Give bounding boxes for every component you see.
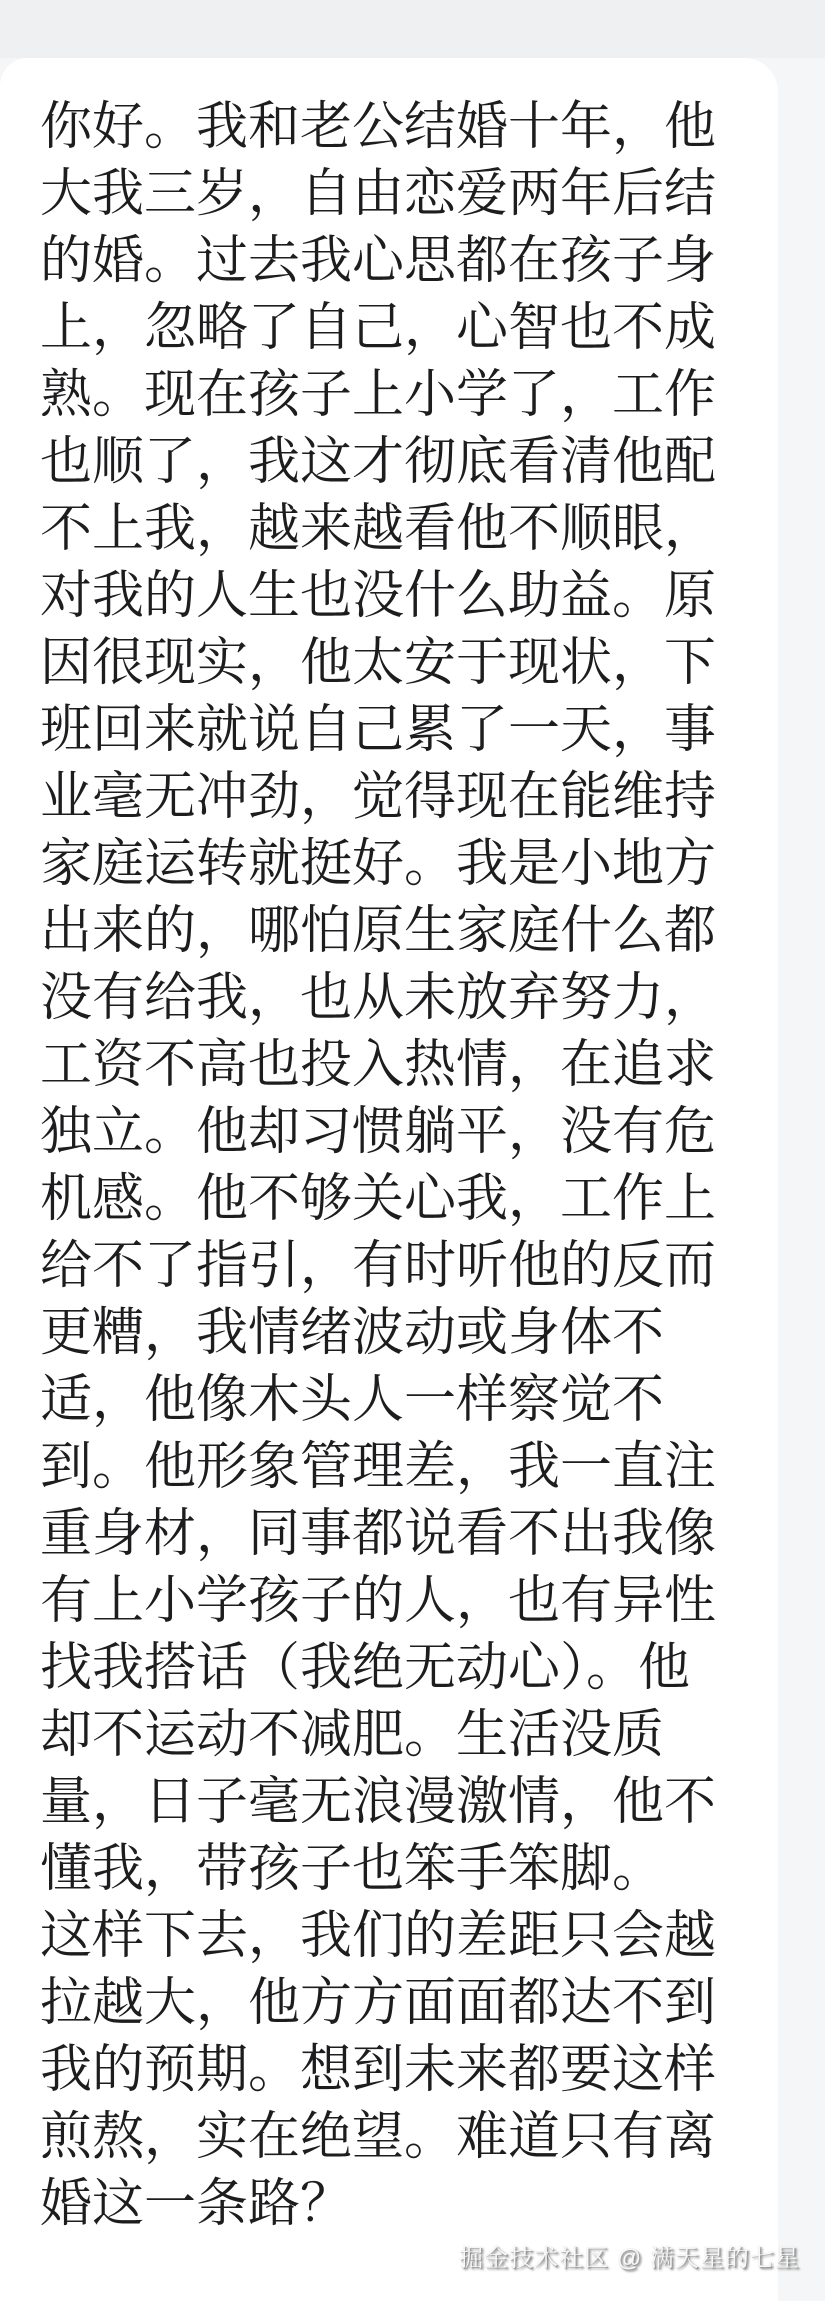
text-line: 我的预期。想到未来都要这样 [40,2041,717,2099]
text-line: 独立。他却习惯躺平，没有危 [40,1103,717,1161]
text-line: 量，日子毫无浪漫激情，他不 [40,1773,717,1831]
text-line: 却不运动不减肥。生活没质 [40,1706,665,1764]
text-line: 婚这一条路？ [40,2175,353,2233]
text-line: 也顺了，我这才彻底看清他配 [40,433,717,491]
text-line: 熟。现在孩子上小学了，工作 [40,366,717,424]
watermark: 掘金技术社区 @ 满天星的七星 [459,2245,800,2272]
message-card [0,58,778,2301]
text-line: 给不了指引，有时听他的反而 [40,1237,717,1295]
text-line: 找我搭话（我绝无动心）。他 [40,1639,691,1697]
text-line: 懂我，带孩子也笨手笨脚。 [40,1840,665,1898]
text-line: 大我三岁，自由恋爱两年后结 [40,165,717,223]
text-line: 煎熬，实在绝望。难道只有离 [40,2108,717,2166]
text-line: 的婚。过去我心思都在孩子身 [40,232,717,290]
text-line: 家庭运转就挺好。我是小地方 [40,835,717,893]
text-line: 班回来就说自己累了一天，事 [40,701,717,759]
text-line: 你好。我和老公结婚十年，他 [40,98,717,156]
paragraph [40,1903,754,2238]
text-line: 对我的人生也没什么助益。原 [40,567,717,625]
top-gray-bar [0,0,825,58]
message-text [0,58,778,2238]
text-line: 出来的，哪怕原生家庭什么都 [40,902,717,960]
text-line: 到。他形象管理差，我一直注 [40,1438,717,1496]
text-line: 有上小学孩子的人，也有异性 [40,1572,717,1630]
text-line: 重身材，同事都说看不出我像 [40,1505,717,1563]
text-line: 拉越大，他方方面面都达不到 [40,1974,717,2032]
text-line: 工资不高也投入热情，在追求 [40,1036,717,1094]
text-line: 不上我，越来越看他不顺眼， [40,500,717,558]
paragraph [40,94,754,1903]
text-line: 因很现实，他太安于现状，下 [40,634,717,692]
text-line: 这样下去，我们的差距只会越 [40,1907,717,1965]
text-line: 业毫无冲劲，觉得现在能维持 [40,768,717,826]
text-line: 上，忽略了自己，心智也不成 [40,299,717,357]
text-line: 机感。他不够关心我，工作上 [40,1170,717,1228]
text-line: 适，他像木头人一样察觉不 [40,1371,665,1429]
text-line: 没有给我，也从未放弃努力， [40,969,717,1027]
text-line: 更糟，我情绪波动或身体不 [40,1304,665,1362]
